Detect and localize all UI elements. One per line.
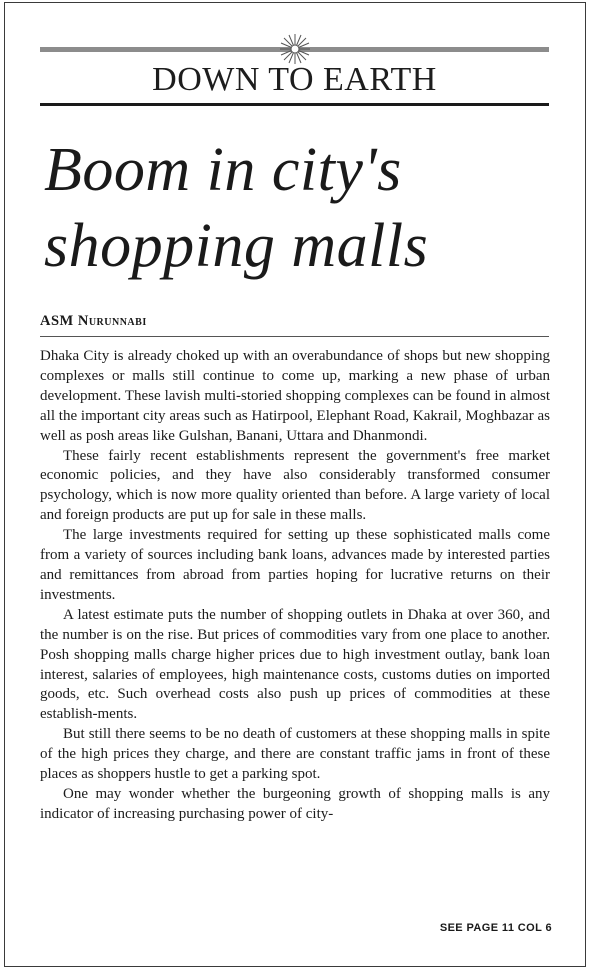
article-paragraph: The large investments required for setting up these sophisticated malls come from a variety of sources including bank loans, advances made by interested parties and remittances from abroad from parties hoping for lucrative returns on their investments. bbox=[40, 527, 550, 603]
article-paragraph: These fairly recent establishments represent the government's free market economic policies, and they have also considerably transformed consumer psychology, which is now more quality oriented than before. A large variety of local and foreign products are put up for sale in these malls. bbox=[40, 447, 550, 524]
byline-divider bbox=[40, 336, 549, 337]
continuation-jump: SEE PAGE 11 COL 6 bbox=[439, 922, 552, 934]
section-title: DOWN TO EARTH bbox=[152, 61, 437, 98]
article-headline: Boom in city's shopping malls bbox=[44, 136, 429, 280]
article-body bbox=[40, 347, 550, 825]
article-paragraph: One may wonder whether the burgeoning growth of shopping malls is any indicator of increasing purchasing power of city- bbox=[40, 785, 550, 822]
section-bottom-rule bbox=[40, 103, 549, 106]
article-byline: ASM Nurunnabi bbox=[40, 313, 147, 329]
article-paragraph: Dhaka City is already choked up with an overabundance of shops but new shopping complexes or malls still continue to come up, marking a new phase of urban development. These lavish multi-storied shopping complexes can be found in almost all the important city areas such as Hatirpool, Elephant Road, Kakrail, Moghbazar as well as posh areas like Gulshan, Banani, Uttara and Dhanmondi. bbox=[40, 348, 550, 444]
article-paragraph: A latest estimate puts the number of shopping outlets in Dhaka at over 360, and the number is on the rise. But prices of commodities vary from one place to another. Posh shopping malls charge higher prices due to high investment outlay, bank loan interest, salaries of employees, high maintenance costs, customs duties on imported goods, etc. Such overhead costs also push up prices of commodities at these establish-ments. bbox=[40, 606, 550, 723]
article-paragraph: But still there seems to be no death of customers at these shopping malls in spite of the high prices they charge, and there are constant traffic jams in front of these places as shoppers hustle to get a parking spot. bbox=[40, 726, 550, 783]
